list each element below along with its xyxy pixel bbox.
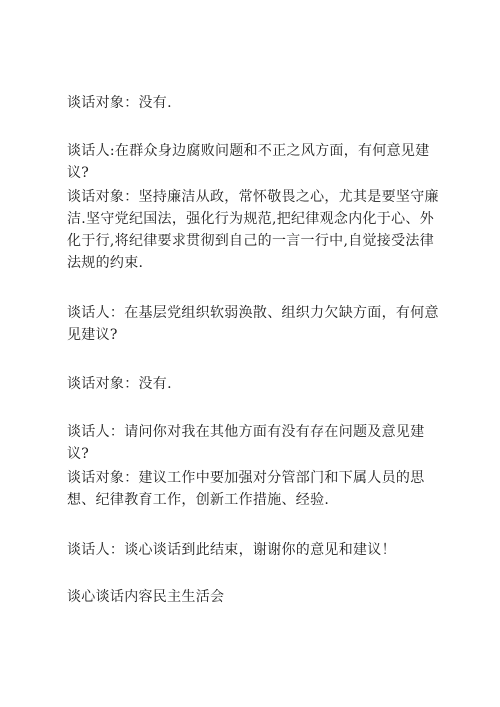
paragraph-interviewee-reply-integrity: 谈话对象：坚持廉洁从政，常怀敬畏之心，尤其是要坚守廉洁.坚守党纪国法，强化行为规范,把纪律观念内化于心、外化于行,将纪律要求贯彻到自己的一言一行中,自觉接受法律法规的约束.: [67, 189, 439, 271]
paragraph-interviewer-question-grassroots: 谈话人：在基层党组织软弱涣散、组织力欠缺方面，有何意见建议?: [67, 305, 439, 343]
section-heading: 谈心谈话内容民主生活会: [67, 589, 225, 605]
paragraph-interviewee-reply-1: 谈话对象：没有.: [67, 95, 172, 111]
paragraph-interviewer-question-other: 谈话人：请问你对我在其他方面有没有存在问题及意见建议?: [67, 424, 425, 462]
paragraph-interviewer-closing: 谈话人：谈心谈话到此结束，谢谢你的意见和建议！: [67, 542, 396, 558]
paragraph-interviewee-reply-suggestion: 谈话对象：建议工作中要加强对分管部门和下属人员的思想、纪律教育工作，创新工作措施、经验.: [67, 470, 425, 508]
paragraph-interviewer-question-corruption: 谈话人:在群众身边腐败问题和不正之风方面，有何意见建议?: [67, 143, 430, 181]
paragraph-interviewee-reply-2: 谈话对象：没有.: [67, 376, 172, 392]
